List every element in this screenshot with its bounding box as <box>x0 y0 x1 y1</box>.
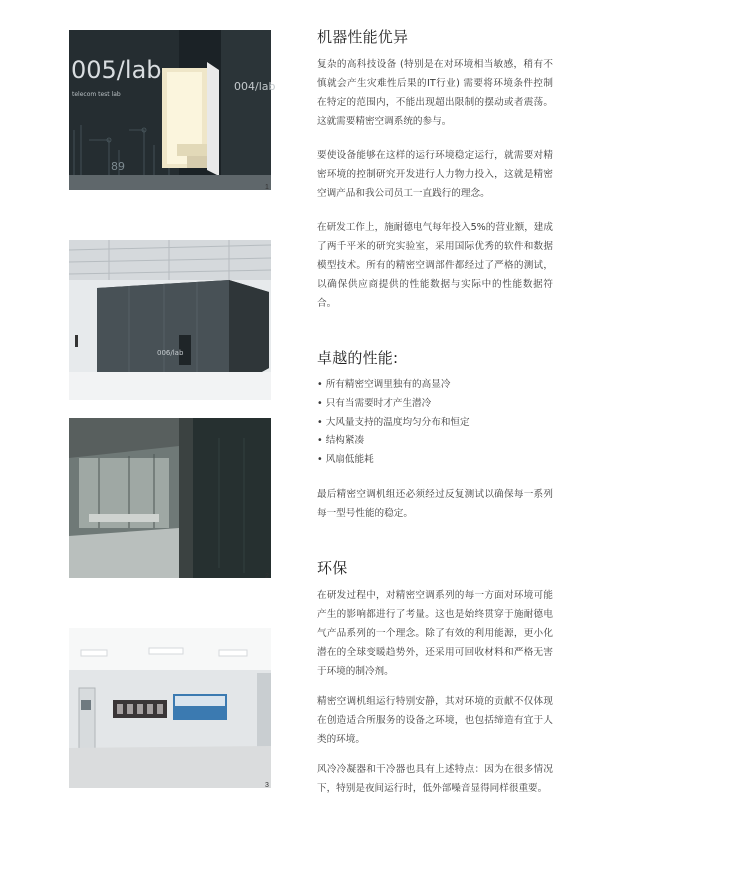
section-heading-excellent-performance: 卓越的性能: <box>317 349 399 367</box>
figure-number: 2 <box>265 573 269 580</box>
section-heading-environment: 环保 <box>317 558 348 577</box>
photo-white-room <box>69 628 271 788</box>
list-item: • 大风量支持的温度均匀分布和恒定 <box>317 414 553 433</box>
paragraph: 精密空调机组运行特别安静，其对环境的贡献不仅体现在创造适合所服务的设备之环境，也包括缔造有宜于人类的环境。 <box>317 695 553 745</box>
svg-text:004/lab: 004/lab <box>234 80 276 93</box>
photo-lab-door <box>69 30 276 190</box>
paragraph: 在研发工作上，施耐德电气每年投入5%的营业额，建成了两千平米的研究实验室，采用国际优秀的软件和数据模型技术。所有的精密空调部件都经过了严格的测试，以确保供应商提供的性能数据与实际中的性能数据符合。 <box>317 222 553 309</box>
svg-text:telecom test lab: telecom test lab <box>72 91 121 98</box>
svg-text:006/lab: 006/lab <box>157 349 184 357</box>
list-item: • 结构紧凑 <box>317 432 553 451</box>
paragraph: 风冷冷凝器和干冷器也具有上述特点：因为在很多情况下，特别是夜间运行时，低外部噪音显得同样很重要。 <box>317 763 553 794</box>
figure-number: 1 <box>265 184 269 191</box>
list-item: • 风扇低能耗 <box>317 451 553 470</box>
text-column <box>317 26 553 798</box>
feature-list <box>317 376 553 470</box>
figure-number: 3 <box>265 782 269 789</box>
svg-text:89: 89 <box>111 160 125 173</box>
list-item: • 所有精密空调里独有的高显冷 <box>317 376 553 395</box>
paragraph: 在研发过程中，对精密空调系列的每一方面对环境可能产生的影响都进行了考量。这也是始终贯穿于施耐德电气产品系列的一个理念。除了有效的利用能源，更小化潜在的全球变暖趋势外，还采用可回收材料和严格无害于环境的制冷剂。 <box>317 589 553 677</box>
list-item: • 只有当需要时才产生潜冷 <box>317 395 553 414</box>
paragraph: 最后精密空调机组还必须经过反复测试以确保每一系列每一型号性能的稳定。 <box>317 488 553 519</box>
photo-lab-hall <box>69 240 271 400</box>
photo-corridor <box>69 418 271 578</box>
section-heading-performance: 机器性能优异 <box>317 28 409 46</box>
paragraph: 要使设备能够在这样的运行环境稳定运行，就需要对精密环境的控制研究开发进行人力物力投入，这就是精密空调产品和我公司员工一直践行的理念。 <box>317 150 553 199</box>
svg-text:005/lab: 005/lab <box>71 56 162 84</box>
paragraph: 复杂的高科技设备 (特别是在对环境相当敏感，稍有不慎就会产生灾难性后果的IT行业) 需要将环境条件控制在特定的范围内，不能出现超出限制的摆动或者震荡。这就需要精密空调系统的参与。 <box>317 59 553 127</box>
